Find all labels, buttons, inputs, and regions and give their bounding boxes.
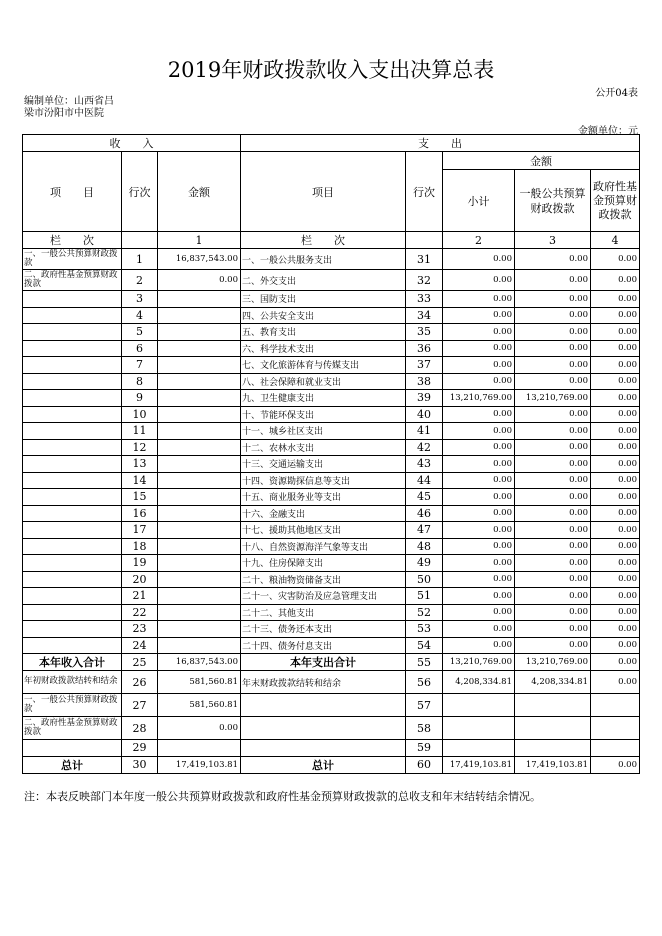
table-row bbox=[23, 538, 640, 555]
cell-exp-item: 九、卫生健康支出 bbox=[241, 390, 406, 407]
column-label: 栏 次 bbox=[241, 232, 406, 249]
cell-inc-item: 年初财政拨款结转和结余 bbox=[23, 671, 122, 694]
cell-exp-item: 十一、城乡社区支出 bbox=[241, 423, 406, 440]
cell-gen: 0.00 bbox=[515, 505, 591, 522]
cell-gen: 0.00 bbox=[515, 456, 591, 473]
cell-exp-item: 四、公共安全支出 bbox=[241, 307, 406, 324]
cell-inc-item bbox=[23, 357, 122, 374]
cell-fund: 0.00 bbox=[591, 357, 640, 374]
table-row bbox=[23, 307, 640, 324]
cell-inc-no: 8 bbox=[122, 373, 158, 390]
cell-exp-no: 49 bbox=[406, 555, 443, 572]
year-total-row bbox=[23, 654, 640, 671]
cell-sub: 0.00 bbox=[443, 307, 515, 324]
cell-sub: 0.00 bbox=[443, 538, 515, 555]
cell-fund: 0.00 bbox=[591, 505, 640, 522]
cell-sub bbox=[443, 740, 515, 757]
cell-exp-item: 总计 bbox=[241, 756, 406, 773]
cell-fund: 0.00 bbox=[591, 555, 640, 572]
cell-inc-item: 总计 bbox=[23, 756, 122, 773]
cell-exp-no: 43 bbox=[406, 456, 443, 473]
cell-exp-no: 40 bbox=[406, 406, 443, 423]
cell-inc-item bbox=[23, 373, 122, 390]
cell-fund bbox=[591, 694, 640, 717]
cell-gen: 0.00 bbox=[515, 270, 591, 291]
table-row bbox=[23, 406, 640, 423]
cell-inc-no: 13 bbox=[122, 456, 158, 473]
income-line-header: 行次 bbox=[122, 152, 158, 232]
cell-sub: 0.00 bbox=[443, 637, 515, 654]
cell-exp-no: 44 bbox=[406, 472, 443, 489]
cell-inc-no: 3 bbox=[122, 291, 158, 308]
cell-inc-amt bbox=[158, 357, 241, 374]
cell-inc-item bbox=[23, 291, 122, 308]
cell-gen: 0.00 bbox=[515, 406, 591, 423]
income-amount-header: 金额 bbox=[158, 152, 241, 232]
cell-exp-item: 五、教育支出 bbox=[241, 324, 406, 341]
cell-gen: 0.00 bbox=[515, 307, 591, 324]
cell-sub: 0.00 bbox=[443, 555, 515, 572]
cell-inc-amt bbox=[158, 307, 241, 324]
cell-inc-no: 18 bbox=[122, 538, 158, 555]
cell-inc-item bbox=[23, 637, 122, 654]
cell-inc-amt bbox=[158, 538, 241, 555]
cell-gen: 0.00 bbox=[515, 324, 591, 341]
table-row bbox=[23, 489, 640, 506]
cell-inc-no: 21 bbox=[122, 588, 158, 605]
cell-sub: 0.00 bbox=[443, 423, 515, 440]
cell-fund: 0.00 bbox=[591, 588, 640, 605]
cell-exp-no: 56 bbox=[406, 671, 443, 694]
cell-inc-no: 27 bbox=[122, 694, 158, 717]
cell-sub: 0.00 bbox=[443, 291, 515, 308]
cell-inc-amt: 17,419,103.81 bbox=[158, 756, 241, 773]
cell-inc-no: 30 bbox=[122, 756, 158, 773]
cell-inc-amt: 0.00 bbox=[158, 270, 241, 291]
grand-total-row bbox=[23, 756, 640, 773]
cell-inc-no: 14 bbox=[122, 472, 158, 489]
cell-fund: 0.00 bbox=[591, 456, 640, 473]
cell-exp-no: 32 bbox=[406, 270, 443, 291]
cell-fund: 0.00 bbox=[591, 340, 640, 357]
cell-inc-item bbox=[23, 390, 122, 407]
cell-inc-no: 28 bbox=[122, 717, 158, 740]
expense-amount-header: 金额 bbox=[443, 152, 640, 170]
cell-gen: 0.00 bbox=[515, 588, 591, 605]
cell-inc-amt bbox=[158, 588, 241, 605]
cell-sub: 0.00 bbox=[443, 373, 515, 390]
cell-exp-item: 七、文化旅游体育与传媒支出 bbox=[241, 357, 406, 374]
cell-inc-no: 6 bbox=[122, 340, 158, 357]
subtotal-header: 小计 bbox=[443, 170, 515, 232]
cell-inc-no: 19 bbox=[122, 555, 158, 572]
cell-exp-item bbox=[241, 717, 406, 740]
cell-inc-amt bbox=[158, 406, 241, 423]
expense-item-header: 项目 bbox=[241, 152, 406, 232]
cell-exp-item: 八、社会保障和就业支出 bbox=[241, 373, 406, 390]
cell-fund: 0.00 bbox=[591, 756, 640, 773]
cell-gen: 0.00 bbox=[515, 538, 591, 555]
cell-exp-no: 60 bbox=[406, 756, 443, 773]
cell-exp-item bbox=[241, 694, 406, 717]
cell-exp-item: 十六、金融支出 bbox=[241, 505, 406, 522]
cell-gen: 0.00 bbox=[515, 604, 591, 621]
table-row bbox=[23, 555, 640, 572]
col-number-1: 1 bbox=[158, 232, 241, 249]
table-row bbox=[23, 571, 640, 588]
income-item-header: 项 目 bbox=[23, 152, 122, 232]
cell-fund: 0.00 bbox=[591, 621, 640, 638]
cell-inc-item bbox=[23, 406, 122, 423]
report-title: 2019年财政拨款收入支出决算总表 bbox=[167, 58, 495, 82]
table-row bbox=[23, 373, 640, 390]
budget-summary-table bbox=[22, 134, 640, 774]
cell-exp-no: 46 bbox=[406, 505, 443, 522]
cell-gen: 4,208,334.81 bbox=[515, 671, 591, 694]
table-row bbox=[23, 717, 640, 740]
cell-exp-no: 36 bbox=[406, 340, 443, 357]
cell-inc-item bbox=[23, 489, 122, 506]
col-number-3: 3 bbox=[515, 232, 591, 249]
table-row bbox=[23, 740, 640, 757]
cell-fund: 0.00 bbox=[591, 423, 640, 440]
cell-gen bbox=[515, 694, 591, 717]
cell-gen: 0.00 bbox=[515, 373, 591, 390]
cell-exp-no: 42 bbox=[406, 439, 443, 456]
table-row bbox=[23, 456, 640, 473]
cell-sub: 0.00 bbox=[443, 621, 515, 638]
cell-exp-item: 十七、援助其他地区支出 bbox=[241, 522, 406, 539]
cell-exp-item: 二十、粮油物资储备支出 bbox=[241, 571, 406, 588]
cell-exp-item: 二十二、其他支出 bbox=[241, 604, 406, 621]
cell-exp-no: 35 bbox=[406, 324, 443, 341]
cell-inc-item bbox=[23, 571, 122, 588]
form-code: 公开04表 bbox=[595, 88, 638, 99]
cell-fund: 0.00 bbox=[591, 522, 640, 539]
cell-gen bbox=[515, 717, 591, 740]
cell-gen: 13,210,769.00 bbox=[515, 654, 591, 671]
cell-sub: 0.00 bbox=[443, 406, 515, 423]
cell-inc-no: 5 bbox=[122, 324, 158, 341]
cell-sub: 0.00 bbox=[443, 249, 515, 270]
cell-exp-no: 34 bbox=[406, 307, 443, 324]
cell-inc-amt bbox=[158, 373, 241, 390]
cell-exp-no: 53 bbox=[406, 621, 443, 638]
cell-inc-no: 29 bbox=[122, 740, 158, 757]
cell-fund: 0.00 bbox=[591, 270, 640, 291]
cell-sub: 17,419,103.81 bbox=[443, 756, 515, 773]
cell-fund: 0.00 bbox=[591, 604, 640, 621]
cell-sub: 0.00 bbox=[443, 505, 515, 522]
cell-inc-item bbox=[23, 340, 122, 357]
cell-inc-no: 20 bbox=[122, 571, 158, 588]
cell-inc-item: 二、政府性基金预算财政拨款 bbox=[23, 717, 122, 740]
cell-sub: 0.00 bbox=[443, 588, 515, 605]
cell-inc-item bbox=[23, 538, 122, 555]
cell-fund: 0.00 bbox=[591, 291, 640, 308]
table-row bbox=[23, 637, 640, 654]
cell-sub: 0.00 bbox=[443, 522, 515, 539]
cell-inc-amt: 16,837,543.00 bbox=[158, 654, 241, 671]
cell-sub bbox=[443, 717, 515, 740]
cell-exp-item: 二十四、债务付息支出 bbox=[241, 637, 406, 654]
cell-gen: 0.00 bbox=[515, 489, 591, 506]
cell-inc-item bbox=[23, 472, 122, 489]
cell-inc-amt bbox=[158, 571, 241, 588]
cell-inc-amt bbox=[158, 324, 241, 341]
compiling-unit: 编制单位：山西省吕梁市汾阳市中医院 bbox=[24, 96, 114, 119]
expense-header: 支 出 bbox=[241, 135, 640, 152]
col-number-4: 4 bbox=[591, 232, 640, 249]
cell-inc-no: 4 bbox=[122, 307, 158, 324]
cell-inc-no: 22 bbox=[122, 604, 158, 621]
cell-sub: 0.00 bbox=[443, 270, 515, 291]
cell-inc-no: 26 bbox=[122, 671, 158, 694]
cell-inc-amt bbox=[158, 390, 241, 407]
cell-inc-amt: 581,560.81 bbox=[158, 671, 241, 694]
cell-inc-no: 11 bbox=[122, 423, 158, 440]
cell-sub: 0.00 bbox=[443, 439, 515, 456]
cell-inc-no: 7 bbox=[122, 357, 158, 374]
cell-inc-amt bbox=[158, 740, 241, 757]
cell-fund bbox=[591, 740, 640, 757]
cell-gen: 0.00 bbox=[515, 472, 591, 489]
column-label: 栏 次 bbox=[23, 232, 122, 249]
cell-inc-amt bbox=[158, 555, 241, 572]
cell-exp-no: 58 bbox=[406, 717, 443, 740]
cell-inc-no: 24 bbox=[122, 637, 158, 654]
cell-inc-item bbox=[23, 423, 122, 440]
cell-exp-no: 47 bbox=[406, 522, 443, 539]
cell-exp-item: 十二、农林水支出 bbox=[241, 439, 406, 456]
cell-gen: 17,419,103.81 bbox=[515, 756, 591, 773]
cell-sub: 0.00 bbox=[443, 324, 515, 341]
cell-exp-item: 本年支出合计 bbox=[241, 654, 406, 671]
cell-exp-no: 52 bbox=[406, 604, 443, 621]
cell-inc-amt bbox=[158, 489, 241, 506]
table-row bbox=[23, 340, 640, 357]
cell-inc-no: 16 bbox=[122, 505, 158, 522]
table-row bbox=[23, 505, 640, 522]
table-row bbox=[23, 472, 640, 489]
cell-inc-amt: 16,837,543.00 bbox=[158, 249, 241, 270]
cell-exp-item: 三、国防支出 bbox=[241, 291, 406, 308]
cell-exp-no: 38 bbox=[406, 373, 443, 390]
cell-inc-amt bbox=[158, 472, 241, 489]
cell-inc-amt: 0.00 bbox=[158, 717, 241, 740]
cell-sub: 4,208,334.81 bbox=[443, 671, 515, 694]
cell-inc-no: 15 bbox=[122, 489, 158, 506]
cell-fund: 0.00 bbox=[591, 571, 640, 588]
amount-unit: 金额单位：元 bbox=[578, 126, 638, 137]
cell-inc-amt bbox=[158, 522, 241, 539]
cell-sub: 0.00 bbox=[443, 456, 515, 473]
cell-sub: 0.00 bbox=[443, 357, 515, 374]
cell-fund: 0.00 bbox=[591, 538, 640, 555]
cell-fund bbox=[591, 717, 640, 740]
table-row bbox=[23, 604, 640, 621]
cell-inc-item bbox=[23, 604, 122, 621]
cell-inc-item bbox=[23, 456, 122, 473]
cell-fund: 0.00 bbox=[591, 671, 640, 694]
table-note: 注：本表反映部门本年度一般公共预算财政拨款和政府性基金预算财政拨款的总收支和年末结转结余情况。 bbox=[24, 790, 541, 803]
cell-exp-item: 二十一、灾害防治及应急管理支出 bbox=[241, 588, 406, 605]
cell-fund: 0.00 bbox=[591, 307, 640, 324]
table-row bbox=[23, 522, 640, 539]
cell-exp-no: 59 bbox=[406, 740, 443, 757]
cell-exp-item: 年末财政拨款结转和结余 bbox=[241, 671, 406, 694]
cell-inc-item bbox=[23, 522, 122, 539]
general-budget-header: 一般公共预算财政拨款 bbox=[515, 170, 591, 232]
cell-inc-item: 一、一般公共预算财政拨款 bbox=[23, 249, 122, 270]
cell-sub bbox=[443, 694, 515, 717]
cell-fund: 0.00 bbox=[591, 249, 640, 270]
cell-inc-amt bbox=[158, 637, 241, 654]
cell-inc-amt: 581,560.81 bbox=[158, 694, 241, 717]
cell-inc-item bbox=[23, 307, 122, 324]
cell-inc-amt bbox=[158, 423, 241, 440]
cell-gen: 0.00 bbox=[515, 571, 591, 588]
cell-exp-item: 二十三、债务还本支出 bbox=[241, 621, 406, 638]
cell-fund: 0.00 bbox=[591, 489, 640, 506]
cell-inc-amt bbox=[158, 621, 241, 638]
cell-gen: 13,210,769.00 bbox=[515, 390, 591, 407]
cell-sub: 0.00 bbox=[443, 604, 515, 621]
cell-exp-no: 48 bbox=[406, 538, 443, 555]
table-row bbox=[23, 390, 640, 407]
cell-exp-item: 一、一般公共服务支出 bbox=[241, 249, 406, 270]
cell-exp-item: 六、科学技术支出 bbox=[241, 340, 406, 357]
table-row bbox=[23, 588, 640, 605]
cell-gen: 0.00 bbox=[515, 340, 591, 357]
table-row bbox=[23, 324, 640, 341]
cell-fund: 0.00 bbox=[591, 654, 640, 671]
cell-inc-no: 2 bbox=[122, 270, 158, 291]
cell-inc-item: 一、一般公共预算财政拨款 bbox=[23, 694, 122, 717]
table-row bbox=[23, 249, 640, 270]
cell-exp-no: 37 bbox=[406, 357, 443, 374]
cell-gen bbox=[515, 740, 591, 757]
cell-sub: 0.00 bbox=[443, 472, 515, 489]
cell-exp-item: 十五、商业服务业等支出 bbox=[241, 489, 406, 506]
cell-exp-item: 十八、自然资源海洋气象等支出 bbox=[241, 538, 406, 555]
cell-sub: 13,210,769.00 bbox=[443, 654, 515, 671]
cell-inc-item bbox=[23, 555, 122, 572]
cell-exp-no: 51 bbox=[406, 588, 443, 605]
cell-sub: 0.00 bbox=[443, 340, 515, 357]
cell-exp-no: 31 bbox=[406, 249, 443, 270]
table-row bbox=[23, 671, 640, 694]
cell-inc-amt bbox=[158, 604, 241, 621]
expense-line-header: 行次 bbox=[406, 152, 443, 232]
cell-exp-item: 十三、交通运输支出 bbox=[241, 456, 406, 473]
cell-inc-item bbox=[23, 439, 122, 456]
table-row bbox=[23, 270, 640, 291]
cell-sub: 0.00 bbox=[443, 571, 515, 588]
cell-gen: 0.00 bbox=[515, 555, 591, 572]
cell-inc-no: 25 bbox=[122, 654, 158, 671]
cell-fund: 0.00 bbox=[591, 324, 640, 341]
table-row bbox=[23, 621, 640, 638]
cell-inc-no: 10 bbox=[122, 406, 158, 423]
cell-fund: 0.00 bbox=[591, 637, 640, 654]
cell-inc-no: 17 bbox=[122, 522, 158, 539]
cell-fund: 0.00 bbox=[591, 373, 640, 390]
cell-exp-item: 二、外交支出 bbox=[241, 270, 406, 291]
cell-sub: 0.00 bbox=[443, 489, 515, 506]
cell-exp-item: 十、节能环保支出 bbox=[241, 406, 406, 423]
cell-gen: 0.00 bbox=[515, 637, 591, 654]
cell-inc-amt bbox=[158, 505, 241, 522]
cell-sub: 13,210,769.00 bbox=[443, 390, 515, 407]
cell-exp-no: 54 bbox=[406, 637, 443, 654]
cell-inc-item: 本年收入合计 bbox=[23, 654, 122, 671]
cell-exp-item: 十九、住房保障支出 bbox=[241, 555, 406, 572]
cell-fund: 0.00 bbox=[591, 390, 640, 407]
cell-inc-no: 9 bbox=[122, 390, 158, 407]
cell-fund: 0.00 bbox=[591, 472, 640, 489]
cell-gen: 0.00 bbox=[515, 439, 591, 456]
table-row bbox=[23, 357, 640, 374]
cell-inc-no: 1 bbox=[122, 249, 158, 270]
cell-inc-no: 23 bbox=[122, 621, 158, 638]
table-row bbox=[23, 439, 640, 456]
cell-exp-item bbox=[241, 740, 406, 757]
cell-gen: 0.00 bbox=[515, 357, 591, 374]
cell-gen: 0.00 bbox=[515, 621, 591, 638]
cell-exp-no: 41 bbox=[406, 423, 443, 440]
cell-fund: 0.00 bbox=[591, 439, 640, 456]
cell-gen: 0.00 bbox=[515, 522, 591, 539]
gov-fund-header: 政府性基金预算财政拨款 bbox=[591, 170, 640, 232]
cell-exp-item: 十四、资源勘探信息等支出 bbox=[241, 472, 406, 489]
cell-exp-no: 50 bbox=[406, 571, 443, 588]
cell-inc-no: 12 bbox=[122, 439, 158, 456]
cell-gen: 0.00 bbox=[515, 423, 591, 440]
cell-inc-item bbox=[23, 324, 122, 341]
cell-inc-amt bbox=[158, 439, 241, 456]
cell-fund: 0.00 bbox=[591, 406, 640, 423]
cell-inc-item bbox=[23, 740, 122, 757]
cell-exp-no: 39 bbox=[406, 390, 443, 407]
cell-exp-no: 57 bbox=[406, 694, 443, 717]
cell-inc-item bbox=[23, 588, 122, 605]
cell-exp-no: 45 bbox=[406, 489, 443, 506]
table-row bbox=[23, 423, 640, 440]
cell-exp-no: 33 bbox=[406, 291, 443, 308]
cell-exp-no: 55 bbox=[406, 654, 443, 671]
cell-inc-item: 二、政府性基金预算财政拨款 bbox=[23, 270, 122, 291]
cell-inc-item bbox=[23, 621, 122, 638]
cell-inc-amt bbox=[158, 340, 241, 357]
cell-inc-amt bbox=[158, 291, 241, 308]
cell-inc-amt bbox=[158, 456, 241, 473]
cell-inc-item bbox=[23, 505, 122, 522]
cell-gen: 0.00 bbox=[515, 291, 591, 308]
table-row bbox=[23, 291, 640, 308]
table-row bbox=[23, 694, 640, 717]
income-header: 收 入 bbox=[23, 135, 241, 152]
col-number-2: 2 bbox=[443, 232, 515, 249]
cell-gen: 0.00 bbox=[515, 249, 591, 270]
